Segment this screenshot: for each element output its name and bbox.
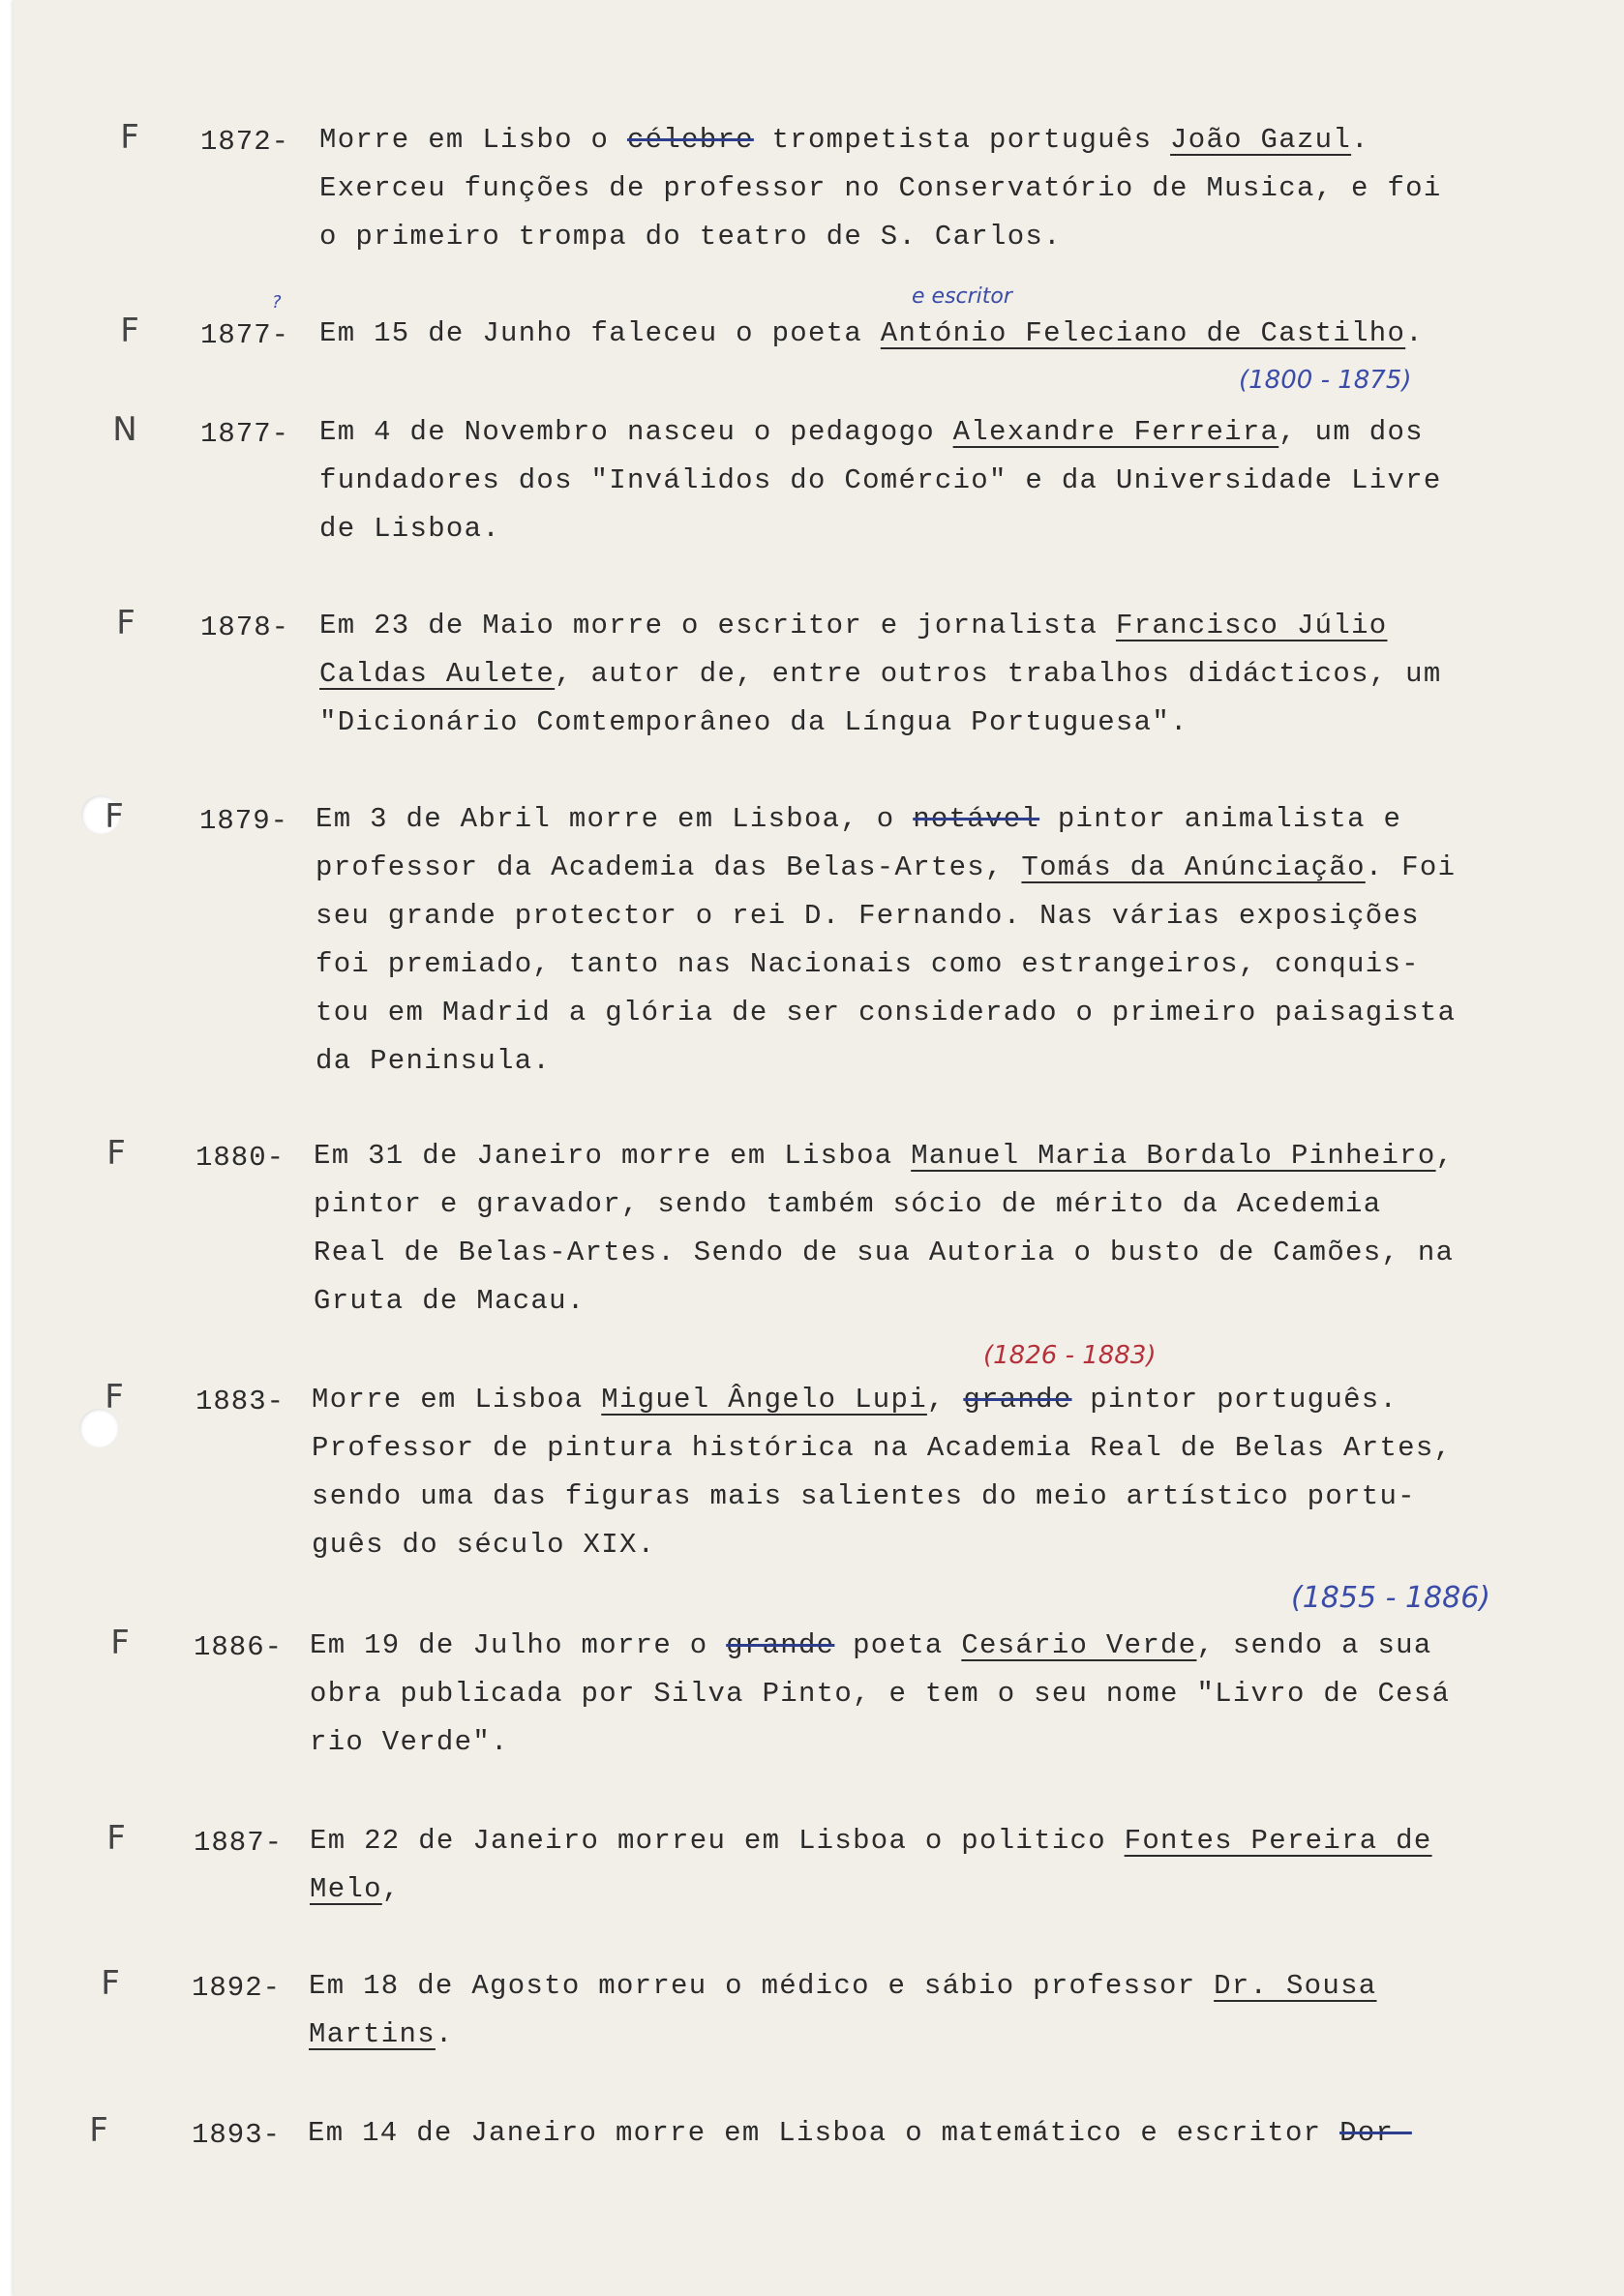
text-run: . [1351,124,1369,156]
entry-year: 1878- [200,611,290,643]
text-run: o primeiro trompa do teatro de S. Carlos. [319,221,1062,253]
document-page [14,0,1624,2296]
handwritten-annotation: (1800 - 1875) [1239,366,1412,395]
text-run: pintor animalista e [1039,803,1402,835]
underlined-name: Cesário Verde [961,1629,1197,1661]
text-run: . [435,2018,454,2050]
entry-year: 1887- [194,1827,284,1859]
text-run: pintor português. [1071,1384,1398,1416]
entry-text-line [319,660,1442,688]
text-run: , [381,1873,401,1905]
entry-year: 1872- [200,126,290,158]
handwritten-marker: F [120,312,139,350]
underlined-name: António Feleciano de Castilho [880,317,1406,349]
handwritten-marker: F [106,1134,126,1173]
struck-word: célebre [626,124,754,156]
text-run: da Peninsula. [316,1045,552,1077]
text-run: Morre em Lisbo o [319,124,627,156]
handwritten-marker: F [105,1378,124,1416]
text-run: Exerceu funções de professor no Conservatório de Musica, e foi [319,172,1442,204]
handwritten-marker: F [101,1964,120,2003]
text-run: Em 31 de Janeiro morre em Lisboa [314,1140,912,1172]
entry-year: 1879- [199,805,289,837]
underlined-name: Melo [310,1873,382,1905]
entry-text-line [316,1047,551,1075]
struck-word: grande [726,1629,835,1661]
struck-word: notável [913,803,1040,835]
entry-text-line [319,126,1369,154]
handwritten-marker: F [89,2111,108,2150]
entry-text-line [312,1386,1398,1414]
text-run: tou em Madrid a glória de ser considerado o primeiro paisagista [316,997,1457,1029]
text-run: Em 4 de Novembro nasceu o pedagogo [319,416,953,448]
entry-text-line [316,950,1420,978]
entry-text-line [310,1827,1432,1855]
text-run: Em 23 de Maio morre o escritor e jornalista [319,610,1116,641]
text-run: poeta [834,1629,962,1661]
underlined-name: Alexandre Ferreira [952,416,1279,448]
entry-text-line [314,1287,586,1315]
text-run: professor da Academia das Belas-Artes, [316,851,1022,883]
entry-text-line [312,1434,1452,1462]
entry-text-line [310,1875,401,1903]
text-run: Em 15 de Junho faleceu o poeta [319,317,881,349]
text-run: trompetista português [753,124,1171,156]
text-run: , sendo a sua [1196,1629,1432,1661]
entry-text-line [319,515,500,543]
underlined-name: Dr. Sousa [1214,1970,1377,2002]
entry-text-line [314,1142,1454,1170]
entry-year: 1892- [192,1972,282,2004]
entry-text-line [319,418,1424,446]
text-run: obra publicada por Silva Pinto, e tem o seu nome "Livro de Cesá [310,1678,1451,1710]
handwritten-marker: F [110,1624,130,1662]
text-run: Professor de pintura histórica na Academia Real de Belas Artes, [312,1432,1453,1464]
struck-word: grande [963,1384,1072,1416]
handwritten-annotation: e escritor [912,284,1012,309]
entry-text-line [319,708,1188,736]
entry-text-line [312,1531,655,1559]
text-run: foi premiado, tanto nas Nacionais como estrangeiros, conquis- [316,948,1420,980]
underlined-name: Miguel Ângelo Lupi [601,1384,927,1416]
entry-text-line [309,1972,1376,2000]
entry-text-line [314,1190,1381,1218]
underlined-name: Caldas Aulete [319,658,556,690]
text-run: , [1435,1140,1455,1172]
entry-text-line [319,466,1442,494]
entry-year: 1880- [195,1142,286,1174]
text-run: , um dos [1278,416,1424,448]
struck-word: Dor- [1339,2117,1412,2149]
entry-year: 1877- [200,319,290,351]
underlined-name: Manuel Maria Bordalo Pinheiro [911,1140,1436,1172]
entry-year: 1877- [200,418,290,450]
text-run: fundadores dos "Inválidos do Comércio" e da Universidade Livre [319,464,1442,496]
entry-text-line [316,902,1420,930]
entry-text-line [319,319,1424,347]
text-run: Em 22 de Janeiro morreu em Lisboa o politico [310,1825,1125,1857]
text-run: , [926,1384,964,1416]
handwritten-annotation: ? [272,292,282,313]
text-run: "Dicionário Comtemporâneo da Língua Portuguesa". [319,706,1188,738]
entry-text-line [314,1238,1454,1267]
underlined-name: Tomás da Anúnciação [1021,851,1366,883]
text-run: Real de Belas-Artes. Sendo de sua Autoria o busto de Camões, na [314,1237,1455,1268]
entry-year: 1893- [192,2119,282,2151]
text-run: seu grande protector o rei D. Fernando. Nas várias exposições [316,900,1420,932]
handwritten-annotation: (1855 - 1886) [1291,1581,1491,1615]
text-run: Em 14 de Janeiro morre em Lisboa o matemático e escritor [308,2117,1340,2149]
entry-text-line [308,2119,1412,2147]
handwritten-marker: F [105,797,124,836]
underlined-name: Martins [309,2018,436,2050]
entry-text-line [316,805,1401,833]
text-run: pintor e gravador, sendo também sócio de mérito da Acedemia [314,1188,1382,1220]
text-run: . Foi [1365,851,1457,883]
entry-text-line [319,611,1387,640]
text-run: de Lisboa. [319,513,501,545]
text-run: rio Verde". [310,1726,509,1758]
text-run: . [1405,317,1424,349]
entry-text-line [312,1482,1416,1510]
entry-text-line [310,1728,509,1756]
text-run: Em 18 de Agosto morreu o médico e sábio professor [309,1970,1215,2002]
entry-text-line [310,1680,1450,1708]
text-run: , autor de, entre outros trabalhos didácticos, um [555,658,1442,690]
text-run: guês do século XIX. [312,1529,656,1561]
text-run: Em 3 de Abril morre em Lisboa, o [316,803,914,835]
underlined-name: Fontes Pereira de [1124,1825,1432,1857]
text-run: Gruta de Macau. [314,1285,586,1317]
entry-year: 1886- [194,1631,284,1663]
handwritten-marker: F [120,118,139,157]
entry-text-line [310,1631,1432,1659]
entry-text-line [316,999,1456,1027]
entry-text-line [309,2020,454,2048]
handwritten-marker: F [116,604,135,642]
underlined-name: Francisco Júlio [1115,610,1388,641]
underlined-name: João Gazul [1170,124,1352,156]
handwritten-marker: F [106,1819,126,1858]
entry-text-line [319,223,1062,251]
entry-year: 1883- [195,1386,286,1417]
handwritten-marker: N [112,410,137,449]
entry-text-line [319,174,1442,202]
text-run: sendo uma das figuras mais salientes do meio artístico portu- [312,1480,1416,1512]
text-run: Morre em Lisboa [312,1384,602,1416]
entry-text-line [316,853,1456,881]
handwritten-annotation: (1826 - 1883) [983,1341,1157,1370]
text-run: Em 19 de Julho morre o [310,1629,727,1661]
